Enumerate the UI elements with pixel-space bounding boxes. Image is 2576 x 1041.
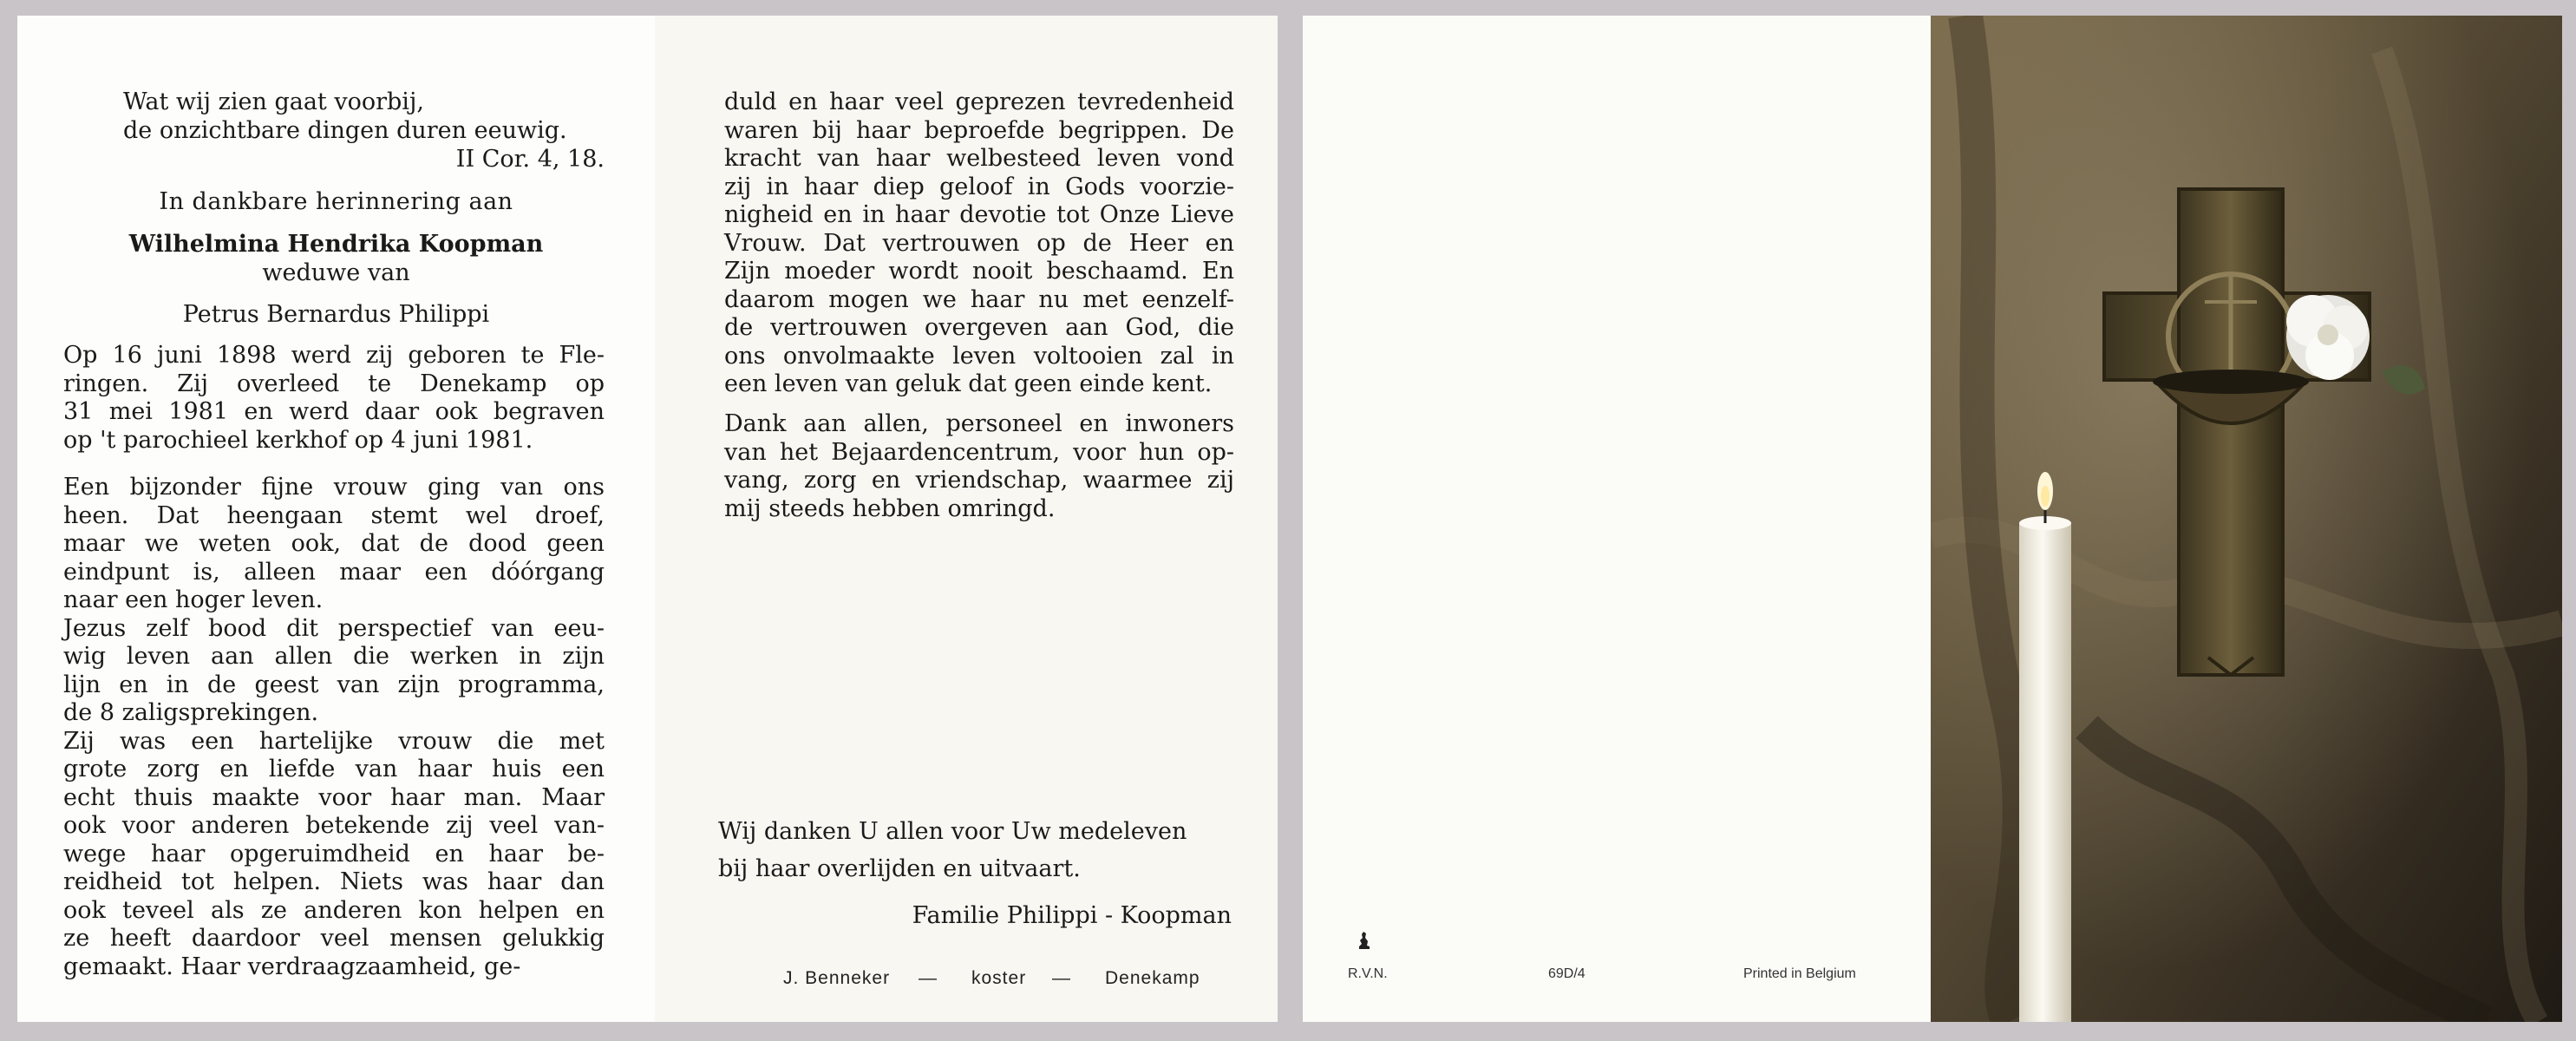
tribute-line: Jezus zelf bood dit perspectief van eeu- bbox=[63, 614, 605, 642]
continued-line: zij in haar diep geloof in Gods voorzie- bbox=[724, 173, 1234, 200]
candle-icon bbox=[2019, 472, 2071, 1022]
thanks-line: mij steeds hebben omringd. bbox=[724, 494, 1056, 522]
quote-line-2: de onzichtbare dingen duren eeuwig. bbox=[123, 117, 567, 144]
continued-line: ons onvolmaakte leven voltooien zal in bbox=[724, 342, 1234, 370]
publisher-logo-icon bbox=[1357, 930, 1372, 951]
publisher-mark: R.V.N. bbox=[1348, 966, 1388, 981]
card-code: 69D/4 bbox=[1548, 966, 1585, 981]
bio-line: Op 16 juni 1898 werd zij geboren te Fle- bbox=[63, 342, 605, 369]
tribute-line: reidheid tot helpen. Niets was haar dan bbox=[63, 868, 605, 895]
continued-line: Zijn moeder wordt nooit beschaamd. En bbox=[724, 258, 1234, 285]
tribute-line: Zij was een hartelijke vrouw die met bbox=[63, 727, 605, 755]
tribute-line: ook teveel als ze anderen kon helpen en bbox=[63, 896, 605, 924]
printer-place: Denekamp bbox=[1105, 968, 1200, 988]
printer-name: J. Benneker bbox=[783, 968, 891, 988]
tribute-line: lijn en in de geest van zijn programma, bbox=[63, 671, 605, 698]
printed-in-label: Printed in Belgium bbox=[1743, 966, 1856, 981]
widow-of-label: weduwe van bbox=[262, 259, 410, 286]
bio-line: ringen. Zij overleed te Denekamp op bbox=[63, 370, 605, 397]
bio-line: 31 mei 1981 en werd daar ook begraven bbox=[63, 398, 605, 425]
tribute-line: echt thuis maakte voor haar man. Maar bbox=[63, 783, 605, 811]
thanks-line: vang, zorg en vriendschap, waarmee zij bbox=[724, 467, 1234, 494]
spouse-name: Petrus Bernardus Philippi bbox=[182, 301, 490, 328]
tribute-line: ze heeft daardoor veel mensen gelukkig bbox=[63, 925, 605, 952]
tribute-line: Een bijzonder fijne vrouw ging van ons bbox=[63, 474, 605, 501]
tribute-line: wig leven aan allen die werken in zijn bbox=[63, 643, 605, 670]
continued-line: Vrouw. Dat vertrouwen op de Heer en bbox=[724, 229, 1234, 257]
continued-line: nigheid en in haar devotie tot Onze Lieve bbox=[724, 201, 1234, 228]
closing-line-2: bij haar overlijden en uitvaart. bbox=[718, 855, 1081, 882]
tribute-line: heen. Dat heengaan stemt wel droef, bbox=[63, 501, 605, 529]
inside-left-panel bbox=[17, 16, 655, 1022]
thanks-line: van het Bejaardencentrum, voor hun op- bbox=[724, 438, 1234, 466]
continued-line: waren bij haar beproefde begrippen. De bbox=[724, 116, 1234, 144]
thanks-line: Dank aan allen, personeel en inwoners bbox=[724, 410, 1234, 437]
separator-dash: — bbox=[1052, 968, 1071, 988]
inside-right-panel bbox=[655, 16, 1278, 1022]
tribute-line: de 8 zaligsprekingen. bbox=[63, 699, 319, 726]
quote-line-1: Wat wij zien gaat voorbij, bbox=[123, 88, 424, 115]
tribute-line: eindpunt is, alleen maar een dóórgang bbox=[63, 558, 605, 586]
bio-line: op 't parochieel kerkhof op 4 juni 1981. bbox=[63, 426, 533, 454]
family-signature: Familie Philippi - Koopman bbox=[912, 902, 1232, 929]
tribute-line: wege haar opgeruimdheid en haar be- bbox=[63, 840, 605, 868]
memorial-card-inside bbox=[17, 16, 1278, 1022]
separator-dash: — bbox=[919, 968, 938, 988]
continued-line: daarom mogen we haar nu met eenzelf- bbox=[724, 285, 1234, 313]
tribute-line: ook voor anderen betekende zij veel van- bbox=[63, 812, 605, 839]
tribute-line: grote zorg en liefde van haar huis een bbox=[63, 756, 605, 782]
tribute-line: naar een hoger leven. bbox=[63, 586, 324, 613]
printer-role: koster bbox=[971, 968, 1027, 988]
back-cover-panel bbox=[1303, 16, 1931, 1022]
cross-candle-flower-image bbox=[1931, 16, 2562, 1022]
front-cover-photo bbox=[1931, 16, 2562, 1022]
quote-reference: II Cor. 4, 18. bbox=[455, 146, 605, 173]
deceased-name: Wilhelmina Hendrika Koopman bbox=[128, 231, 544, 258]
continued-line: duld en haar veel geprezen tevredenheid bbox=[724, 88, 1234, 115]
tribute-line: gemaakt. Haar verdraagzaamheid, ge- bbox=[63, 953, 521, 980]
continued-line: een leven van geluk dat geen einde kent. bbox=[724, 370, 1213, 397]
continued-line: kracht van haar welbesteed leven vond bbox=[724, 145, 1234, 172]
memorial-intro: In dankbare herinnering aan bbox=[159, 188, 513, 215]
tribute-line: maar we weten ook, dat de dood geen bbox=[63, 530, 605, 557]
continued-line: de vertrouwen overgeven aan God, die bbox=[724, 314, 1234, 341]
memorial-card-outside bbox=[1303, 16, 2562, 1022]
closing-line-1: Wij danken U allen voor Uw medeleven bbox=[718, 818, 1187, 845]
